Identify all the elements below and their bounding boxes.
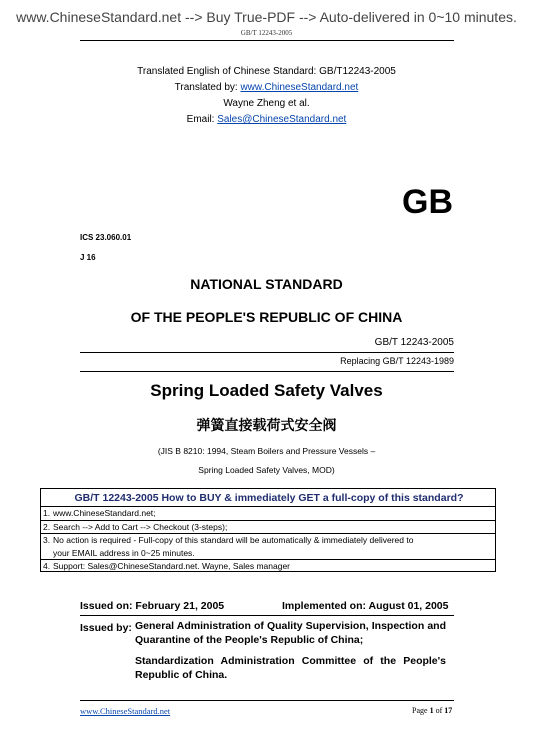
top-banner: www.ChineseStandard.net --> Buy True-PDF --> Auto-delivered in 0~10 minutes. — [16, 9, 517, 25]
title-chinese: 弹簧直接载荷式安全阀 — [196, 418, 337, 434]
implemented-on: Implemented on: August 01, 2005 — [282, 600, 449, 612]
email-link[interactable]: Sales@ChineseStandard.net — [217, 114, 347, 125]
buy-step-1[interactable] — [41, 507, 495, 521]
step-number: 3. — [43, 535, 51, 545]
jis-reference-line-2: Spring Loaded Safety Valves, MOD) — [198, 465, 335, 475]
translation-line: Translated English of Chinese Standard: GB/T12243-2005 — [137, 66, 396, 77]
standard-number: GB/T 12243-2005 — [374, 337, 454, 348]
translated-by-link[interactable]: www.ChineseStandard.net — [240, 82, 359, 93]
footer-divider — [80, 700, 454, 701]
prc-heading: OF THE PEOPLE'S REPUBLIC OF CHINA — [130, 309, 403, 325]
jis-reference-line-1: (JIS B 8210: 1994, Steam Boilers and Pressure Vessels – — [157, 446, 376, 456]
issued-on: Issued on: February 21, 2005 — [80, 600, 225, 612]
title-english: Spring Loaded Safety Valves — [150, 381, 383, 400]
issued-by-label: Issued by: — [80, 622, 132, 634]
step-text: Support: Sales@ChineseStandard.net. Wayne, Sales manager — [53, 561, 291, 571]
replacing-line: Replacing GB/T 12243-1989 — [340, 356, 454, 366]
header-divider — [80, 40, 454, 41]
buy-step-2 — [41, 521, 495, 535]
page-mid: of — [433, 706, 445, 715]
step-text: Search --> Add to Cart --> Checkout (3-steps); — [53, 521, 228, 532]
issuing-authority-2: Standardization Administration Committee of the People's Republic of China. — [135, 655, 446, 681]
issue-divider — [80, 615, 454, 616]
step-number: 1. — [43, 508, 51, 518]
issue-dates-row — [80, 600, 454, 612]
standard-divider — [80, 352, 454, 353]
buy-step-4 — [41, 560, 495, 573]
translator-name: Wayne Zheng et al. — [223, 98, 310, 109]
page-prefix: Page — [412, 706, 430, 715]
step-number: 4. — [43, 561, 51, 571]
page-total: 17 — [444, 706, 453, 715]
email-label: Email: — [186, 114, 218, 125]
buy-instructions-box — [40, 488, 496, 572]
page-number: 1 — [429, 706, 434, 715]
buy-steps-list — [41, 507, 495, 573]
national-standard-heading: NATIONAL STANDARD — [190, 276, 343, 292]
page-indicator — [412, 706, 452, 715]
email-line — [0, 112, 533, 128]
buy-box-title: GB/T 12243-2005 How to BUY & immediately GET a full-copy of this standard? — [74, 492, 464, 504]
translated-by-line — [0, 80, 533, 96]
footer-link[interactable]: www.ChineseStandard.net — [80, 706, 171, 716]
header-code: GB/T 12243-2005 — [240, 29, 293, 37]
translated-by-label: Translated by: — [174, 82, 241, 93]
issuing-authority-1: General Administration of Quality Supervision, Inspection and Quarantine of the People's Republic of China; — [135, 620, 446, 646]
step-number: 2. — [43, 521, 51, 532]
ics-code: ICS 23.060.01 — [80, 233, 132, 242]
step-text-continued: your EMAIL address in 0~25 minutes. — [53, 547, 195, 558]
buy-step-3 — [41, 534, 495, 560]
gb-mark: GB — [402, 183, 453, 221]
j-code: J 16 — [80, 253, 96, 262]
step-text: www.ChineseStandard.net; — [53, 508, 156, 518]
replacing-divider — [80, 371, 454, 372]
step-text: No action is required - Full-copy of this standard will be automatically & immediately delivered to — [53, 535, 414, 545]
